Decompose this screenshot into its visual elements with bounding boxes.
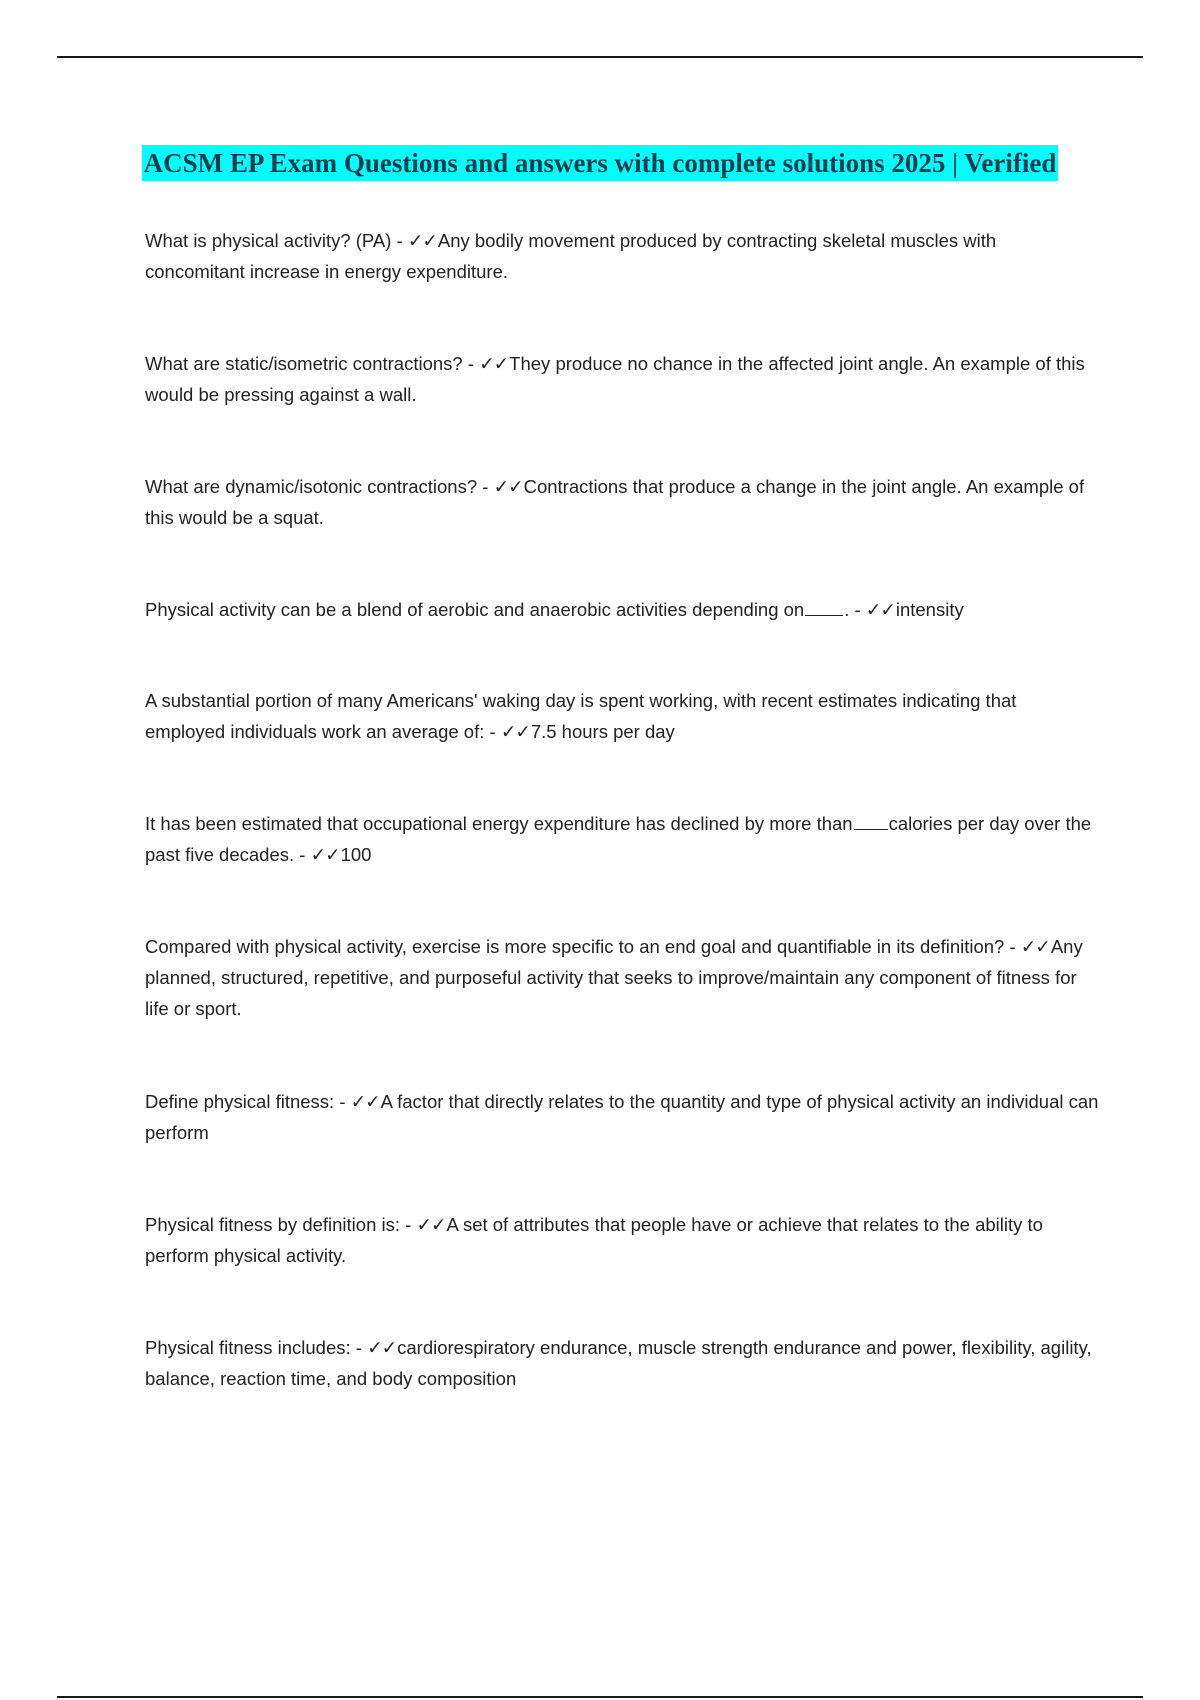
separator: - bbox=[391, 230, 408, 251]
check-icon: ✓✓ bbox=[1020, 936, 1050, 957]
title-wrapper bbox=[0, 145, 1200, 181]
top-rule bbox=[57, 56, 1143, 58]
question-text: What are static/isometric contractions? bbox=[145, 353, 463, 374]
separator: - bbox=[462, 353, 480, 374]
bottom-rule bbox=[57, 1696, 1143, 1698]
check-icon: ✓✓ bbox=[350, 1091, 380, 1112]
answer-text: 7.5 hours per day bbox=[530, 721, 675, 742]
separator: - bbox=[294, 844, 311, 865]
fill-in-blank bbox=[854, 811, 888, 830]
check-icon: ✓✓ bbox=[367, 1337, 397, 1358]
answer-text: 100 bbox=[340, 844, 372, 865]
qa-item bbox=[145, 225, 1100, 287]
answer-text: cardiorespiratory endurance, muscle strength endurance and power, flexibility, agility, balance, reaction time, and body composition bbox=[145, 1337, 1092, 1389]
question-text: Physical activity can be a blend of aerobic and anaerobic activities depending on bbox=[145, 599, 805, 620]
answer-text: intensity bbox=[895, 599, 964, 620]
answer-text: They produce no chance in the affected joint angle. An example of this would be pressing against a wall. bbox=[145, 353, 1085, 405]
question-text-end: calories per day over the past five decades. bbox=[145, 813, 1092, 865]
separator: - bbox=[849, 599, 866, 620]
separator: - bbox=[350, 1337, 368, 1358]
check-icon: ✓✓ bbox=[310, 844, 340, 865]
answer-text: Any planned, structured, repetitive, and purposeful activity that seeks to improve/maintain any component of fitness for life or sport. bbox=[145, 936, 1083, 1019]
question-text-end: . bbox=[844, 599, 850, 620]
question-text: A substantial portion of many Americans' waking day is spent working, with recent estimates indicating that employed individuals work an average of: bbox=[145, 690, 1017, 742]
separator: - bbox=[477, 476, 494, 497]
document-title: ACSM EP Exam Questions and answers with complete solutions 2025 | Verified bbox=[142, 145, 1059, 181]
check-icon: ✓✓ bbox=[493, 476, 523, 497]
answer-text: Contractions that produce a change in the joint angle. An example of this would be a squat. bbox=[145, 476, 1085, 528]
qa-item bbox=[145, 685, 1100, 747]
answer-text: A set of attributes that people have or achieve that relates to the ability to perform physical activity. bbox=[145, 1214, 1043, 1266]
check-icon: ✓✓ bbox=[416, 1214, 446, 1235]
qa-item bbox=[145, 471, 1100, 533]
qa-item bbox=[145, 594, 1100, 625]
question-text: It has been estimated that occupational energy expenditure has declined by more than bbox=[145, 813, 853, 834]
question-text: What are dynamic/isotonic contractions? bbox=[145, 476, 478, 497]
separator: - bbox=[334, 1091, 351, 1112]
question-text: Physical fitness by definition is: bbox=[145, 1214, 401, 1235]
question-text: Define physical fitness: bbox=[145, 1091, 335, 1112]
qa-item bbox=[145, 931, 1100, 1024]
check-icon: ✓✓ bbox=[407, 230, 437, 251]
fill-in-blank bbox=[805, 597, 843, 616]
answer-text: A factor that directly relates to the quantity and type of physical activity an individual can perform bbox=[145, 1091, 1099, 1143]
check-icon: ✓✓ bbox=[479, 353, 509, 374]
separator: - bbox=[484, 721, 501, 742]
qa-item bbox=[145, 808, 1100, 870]
question-text: What is physical activity? (PA) bbox=[145, 230, 392, 251]
separator: - bbox=[400, 1214, 417, 1235]
answer-text: Any bodily movement produced by contracting skeletal muscles with concomitant increase in energy expenditure. bbox=[145, 230, 997, 282]
separator: - bbox=[1004, 936, 1021, 957]
question-text: Compared with physical activity, exercise is more specific to an end goal and quantifiable in its definition? bbox=[145, 936, 1005, 957]
qa-item bbox=[145, 1086, 1100, 1148]
qa-item bbox=[145, 1209, 1100, 1271]
qa-item bbox=[145, 1332, 1100, 1394]
check-icon: ✓✓ bbox=[500, 721, 530, 742]
check-icon: ✓✓ bbox=[865, 599, 895, 620]
qa-item bbox=[145, 348, 1100, 410]
question-text: Physical fitness includes: bbox=[145, 1337, 351, 1358]
